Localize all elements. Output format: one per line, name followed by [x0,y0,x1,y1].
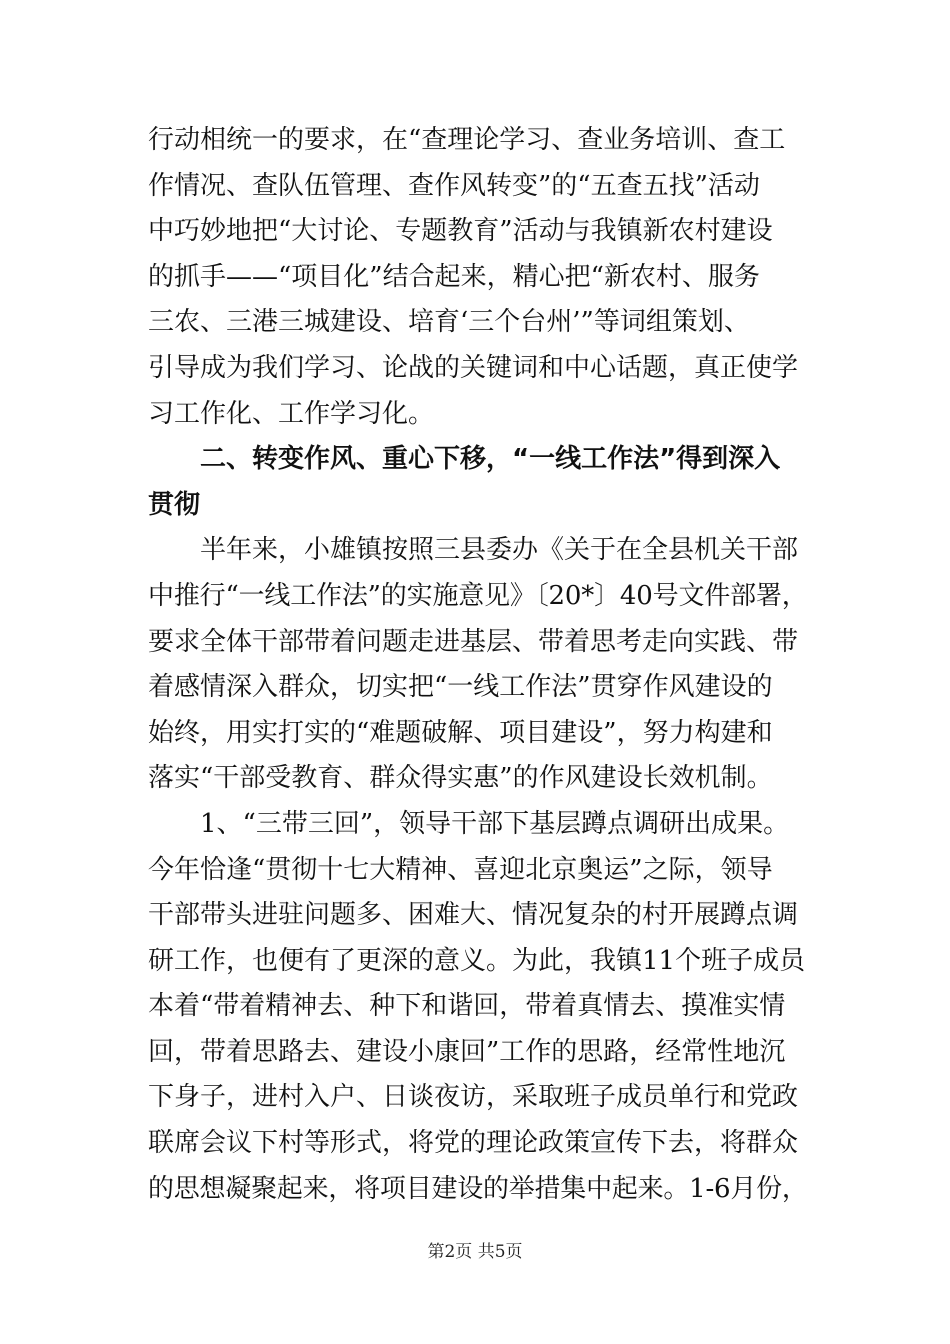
paragraph-line: 行动相统一的要求，在“查理论学习、查业务培训、查工 [148,125,786,155]
document-body [148,118,808,1212]
paragraph-line: 三农、三港三城建设、培育‘三个台州’”等词组策划、 [148,307,750,338]
paragraph-line: 回，带着思路去、建设小康回”工作的思路，经常性地沉 [148,1036,786,1067]
paragraph-line: 联席会议下村等形式，将党的理论政策宣传下去，将群众 [148,1128,799,1159]
paragraph-line: 研工作，也便有了更深的意义。为此，我镇11个班子成员 [148,945,806,976]
paragraph-line: 的思想凝聚起来，将项目建设的举措集中起来。1-6月份， [148,1173,808,1204]
paragraph-line: 习工作化、工作学习化。 [148,398,435,429]
paragraph-line: 引导成为我们学习、论战的关键词和中心话题，真正使学 [148,352,799,383]
paragraph-line: 始终，用实打实的“难题破解、项目建设”，努力构建和 [148,717,773,748]
section-heading-line: 二、转变作风、重心下移，“一线工作法”得到深入 [200,444,781,475]
paragraph-line: 下身子，进村入户、日谈夜访，采取班子成员单行和党政 [148,1082,799,1113]
paragraph-line: 今年恰逢“贯彻十七大精神、喜迎北京奥运”之际，领导 [148,854,773,885]
paragraph-line: 中巧妙地把“大讨论、专题教育”活动与我镇新农村建设 [148,216,773,247]
page-number-footer: 第2页 共5页 [427,1242,523,1262]
section-heading-line: 贯彻 [148,489,201,520]
paragraph-line: 作情况、查队伍管理、查作风转变”的“五查五找”活动 [148,170,760,201]
paragraph-line: 落实“干部受教育、群众得实惠”的作风建设长效机制。 [148,763,773,794]
paragraph-line: 1、“三带三回”，领导干部下基层蹲点调研出成果。 [200,808,790,839]
paragraph-line: 本着“带着精神去、种下和谐回，带着真情去、摸准实情 [148,991,786,1022]
paragraph-line: 着感情深入群众，切实把“一线工作法”贯穿作风建设的 [148,672,773,703]
paragraph-line: 要求全体干部带着问题走进基层、带着思考走向实践、带 [148,626,799,657]
paragraph-line: 中推行“一线工作法”的实施意见》〔20*〕40号文件部署， [148,580,808,611]
paragraph-line: 干部带头进驻问题多、困难大、情况复杂的村开展蹲点调 [148,900,799,931]
paragraph-line: 半年来，小雄镇按照三县委办《关于在全县机关干部 [200,535,799,566]
paragraph-line: 的抓手——“项目化”结合起来，精心把“新农村、服务 [148,261,760,292]
